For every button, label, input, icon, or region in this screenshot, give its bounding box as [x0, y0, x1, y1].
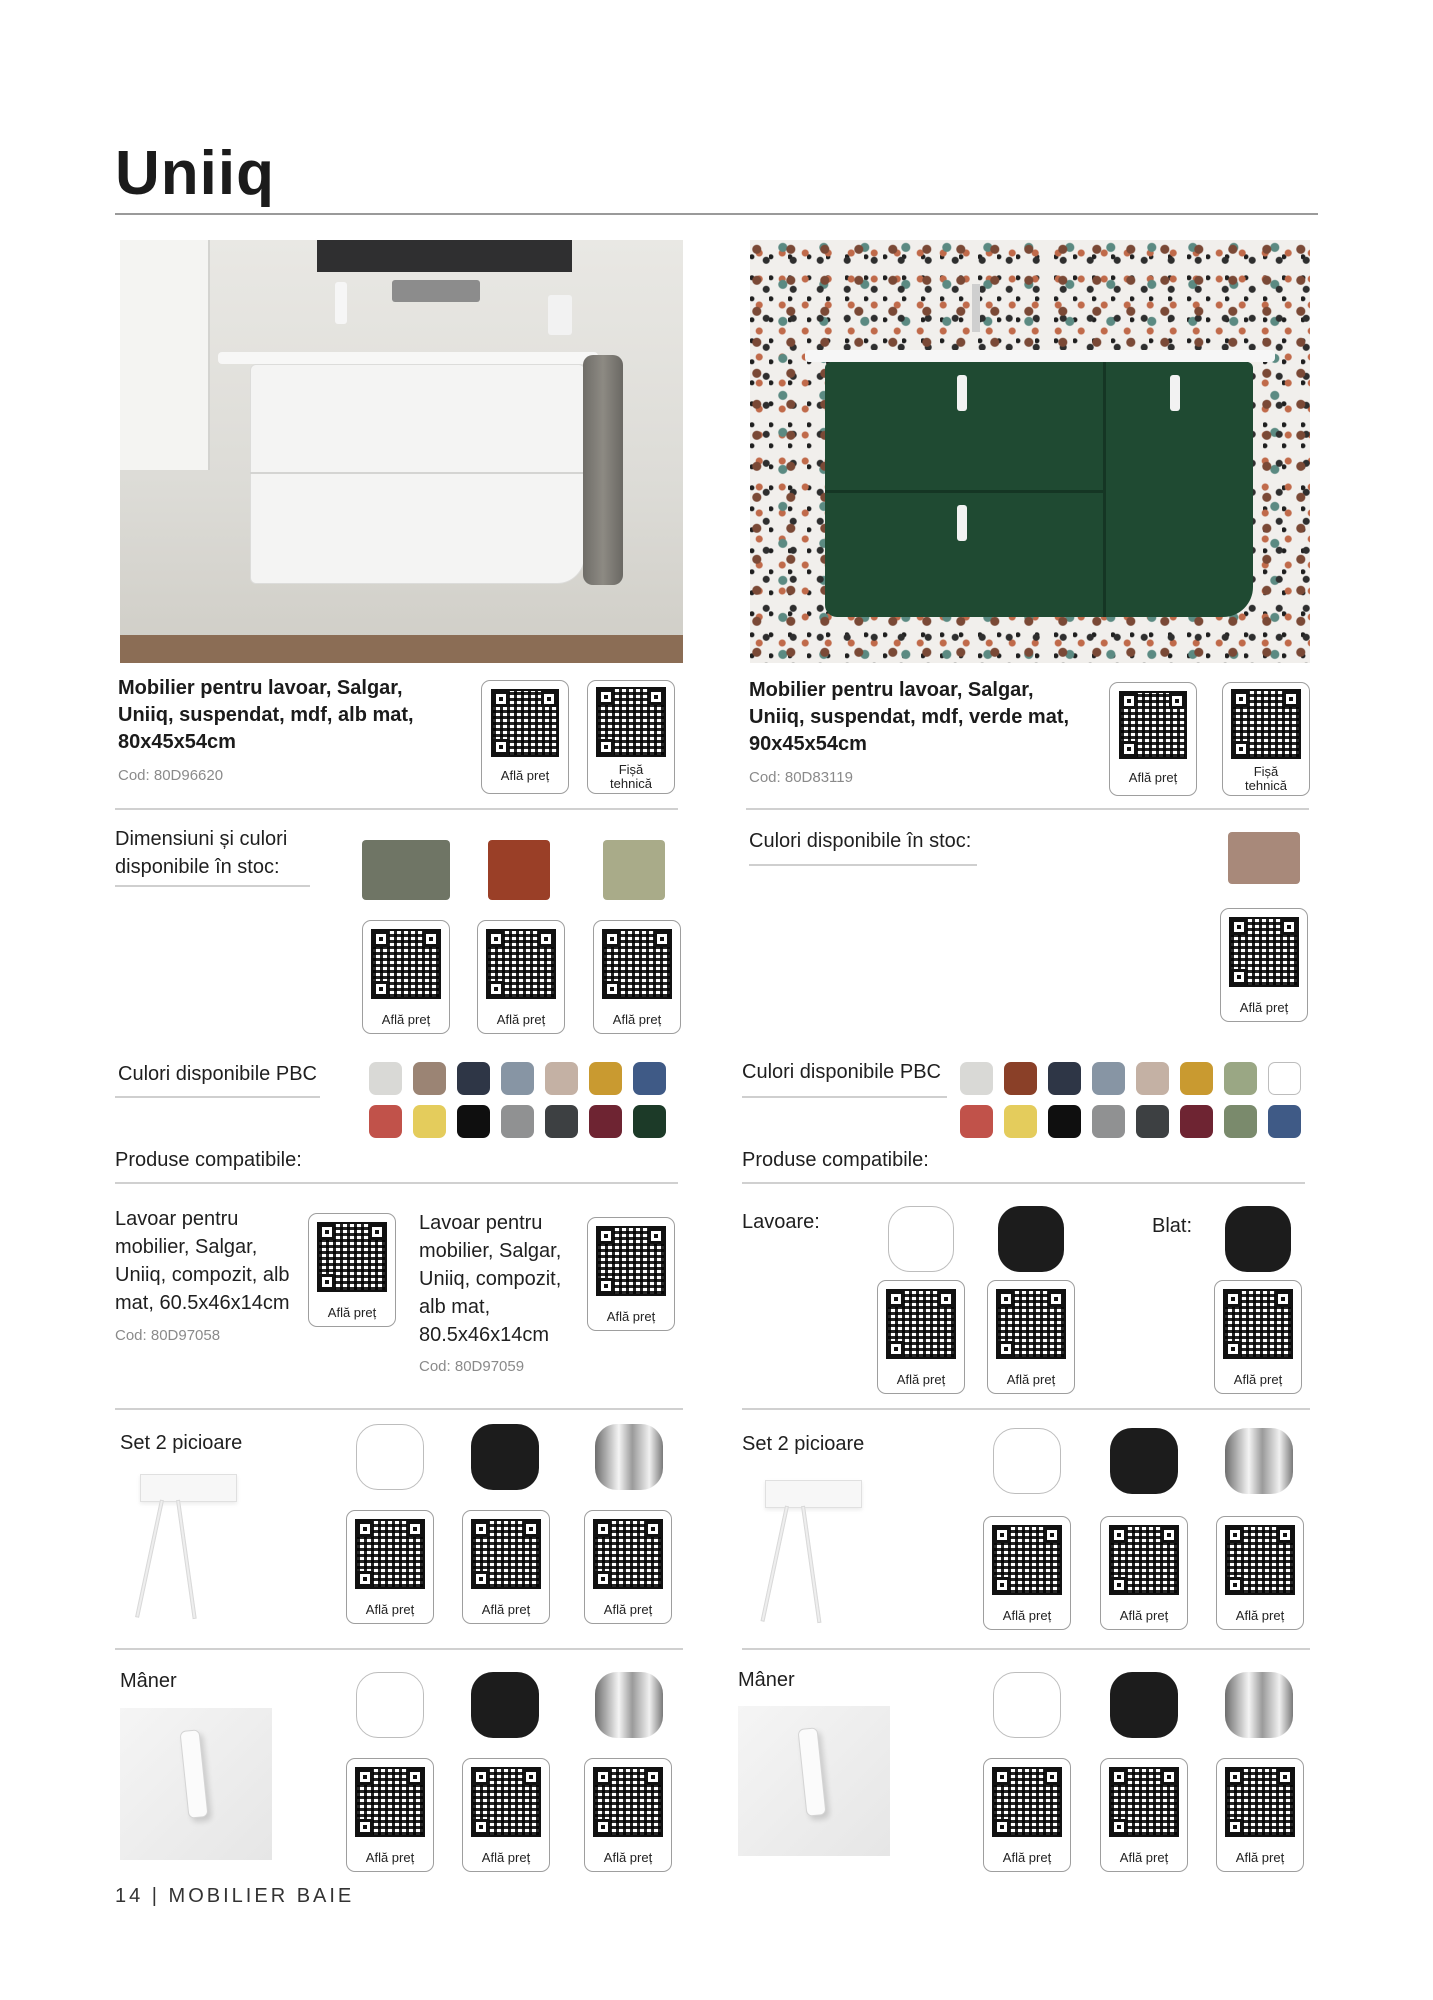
handle-illustration — [120, 1708, 272, 1860]
qr-code — [1231, 689, 1301, 759]
color-swatch — [545, 1105, 578, 1138]
qr-code — [596, 1226, 666, 1296]
product-photo-green-vanity — [750, 240, 1310, 663]
pbc-label: Culori disponibile PBC — [742, 1061, 941, 1083]
color-swatch — [545, 1062, 578, 1095]
qr-code — [371, 929, 441, 999]
color-swatch — [1136, 1105, 1169, 1138]
color-swatch — [1224, 1105, 1257, 1138]
qr-code — [1223, 1289, 1293, 1359]
qr-card-price[interactable]: Află preț — [1214, 1280, 1302, 1394]
qr-card-price[interactable]: Află preț — [877, 1280, 965, 1394]
qr-card-price[interactable]: Află preț — [1109, 682, 1197, 796]
color-swatch — [501, 1105, 534, 1138]
finish-white-swatch — [993, 1428, 1061, 1494]
qr-card-price[interactable]: Află preț — [1216, 1758, 1304, 1872]
qr-code — [491, 689, 559, 757]
divider — [115, 885, 310, 887]
top-label: Blat: — [1152, 1215, 1193, 1237]
color-swatch — [1268, 1062, 1301, 1095]
right-product-name: Mobilier pentru lavoar, Salgar, Uniiq, suspendat, mdf, verde mat, 90x45x54cm — [749, 679, 1070, 755]
qr-card-price[interactable]: Află preț — [346, 1758, 434, 1872]
finish-black-swatch — [471, 1672, 539, 1738]
divider — [115, 1408, 683, 1410]
divider — [115, 1096, 320, 1098]
qr-code — [471, 1519, 541, 1589]
color-swatch — [1004, 1062, 1037, 1095]
stock-label: Culori disponibile în stoc: — [749, 830, 972, 852]
compatible-item-code: Cod: 80D97059 — [419, 1358, 525, 1375]
qr-code — [1109, 1767, 1179, 1837]
divider — [742, 1648, 1310, 1650]
qr-card-price[interactable]: Află preț — [987, 1280, 1075, 1394]
color-swatch — [369, 1062, 402, 1095]
qr-card-price[interactable]: Află preț — [1220, 908, 1308, 1022]
finish-black-swatch — [471, 1424, 539, 1490]
stock-label: Dimensiuni și culori disponibile în stoc: — [115, 828, 288, 878]
finish-chrome-swatch — [1225, 1672, 1293, 1738]
color-swatch — [369, 1105, 402, 1138]
finish-black-swatch — [1110, 1428, 1178, 1494]
pbc-label: Culori disponibile PBC — [118, 1063, 317, 1085]
page-title: Uniiq — [115, 139, 275, 208]
color-swatch — [1180, 1062, 1213, 1095]
divider — [749, 864, 977, 866]
color-swatch — [457, 1062, 490, 1095]
divider — [115, 808, 678, 810]
qr-card-price[interactable]: Află preț — [587, 1217, 675, 1331]
leg-rod — [135, 1500, 164, 1618]
handle-label: Mâner — [738, 1669, 795, 1691]
leg-illustration — [765, 1480, 862, 1508]
right-product-code: Cod: 80D83119 — [749, 769, 853, 786]
qr-card-price[interactable]: Află preț — [593, 920, 681, 1034]
qr-code — [1119, 691, 1187, 759]
color-swatch — [589, 1105, 622, 1138]
qr-card-tech-sheet[interactable]: Fișă tehnică — [587, 680, 675, 794]
qr-code — [602, 929, 672, 999]
title-rule — [115, 213, 1318, 215]
qr-card-price[interactable]: Află preț — [362, 920, 450, 1034]
qr-card-price[interactable]: Află preț — [584, 1510, 672, 1624]
qr-code — [355, 1767, 425, 1837]
divider — [115, 1648, 683, 1650]
leg-rod — [761, 1506, 789, 1622]
qr-card-tech-sheet[interactable]: Fișă tehnică — [1222, 682, 1310, 796]
divider — [742, 1096, 947, 1098]
color-swatch — [1004, 1105, 1037, 1138]
finish-chrome-swatch — [1225, 1428, 1293, 1494]
color-swatch — [1268, 1105, 1301, 1138]
divider — [115, 1182, 678, 1184]
compatible-label: Produse compatibile: — [115, 1149, 302, 1171]
finish-white-swatch — [993, 1672, 1061, 1738]
sink-black-swatch — [998, 1206, 1064, 1272]
finish-chrome-swatch — [595, 1672, 663, 1738]
qr-card-price[interactable]: Află preț — [462, 1758, 550, 1872]
qr-code — [471, 1767, 541, 1837]
compatible-item-code: Cod: 80D97058 — [115, 1327, 221, 1344]
compatible-label: Produse compatibile: — [742, 1149, 929, 1171]
stock-variant-thumb — [488, 840, 550, 900]
qr-code — [1225, 1767, 1295, 1837]
qr-code — [996, 1289, 1066, 1359]
leg-rod — [801, 1506, 821, 1623]
pbc-swatch-grid — [960, 1062, 1310, 1142]
legs-label: Set 2 picioare — [742, 1433, 865, 1455]
color-swatch — [501, 1062, 534, 1095]
qr-card-price[interactable]: Află preț — [983, 1516, 1071, 1630]
color-swatch — [633, 1062, 666, 1095]
stock-variant-thumb — [362, 840, 450, 900]
qr-card-price[interactable]: Află preț — [462, 1510, 550, 1624]
qr-code — [596, 687, 666, 757]
qr-code — [886, 1289, 956, 1359]
color-swatch — [1092, 1062, 1125, 1095]
qr-card-price[interactable]: Află preț — [1100, 1516, 1188, 1630]
qr-code — [317, 1222, 387, 1292]
leg-illustration — [140, 1474, 237, 1502]
qr-card-price[interactable]: Află preț — [308, 1213, 396, 1327]
pbc-swatch-grid — [369, 1062, 669, 1142]
divider — [742, 1408, 1310, 1410]
qr-code — [1225, 1525, 1295, 1595]
qr-code — [486, 929, 556, 999]
finish-white-swatch — [356, 1672, 424, 1738]
color-swatch — [1180, 1105, 1213, 1138]
handle-label: Mâner — [120, 1670, 177, 1692]
product-photo-white-vanity — [120, 240, 683, 663]
sinks-label: Lavoare: — [742, 1211, 820, 1233]
qr-card-price[interactable]: Află preț — [983, 1758, 1071, 1872]
qr-code — [593, 1519, 663, 1589]
left-product-code: Cod: 80D96620 — [118, 767, 224, 784]
leg-rod — [176, 1500, 197, 1619]
color-swatch — [960, 1062, 993, 1095]
finish-white-swatch — [356, 1424, 424, 1490]
color-swatch — [960, 1105, 993, 1138]
stock-variant-thumb — [603, 840, 665, 900]
compatible-item-name: Lavoar pentru mobilier, Salgar, Uniiq, compozit, alb mat, 80.5x46x14cm — [419, 1212, 562, 1346]
color-swatch — [413, 1062, 446, 1095]
page-footer: 14 | MOBILIER BAIE — [115, 1885, 355, 1907]
qr-card-price[interactable]: Află preț — [481, 680, 569, 794]
left-product-name: Mobilier pentru lavoar, Salgar, Uniiq, suspendat, mdf, alb mat, 80x45x54cm — [118, 677, 414, 753]
color-swatch — [413, 1105, 446, 1138]
compatible-item-name: Lavoar pentru mobilier, Salgar, Uniiq, compozit, alb mat, 60.5x46x14cm — [115, 1208, 290, 1314]
finish-chrome-swatch — [595, 1424, 663, 1490]
color-swatch — [457, 1105, 490, 1138]
color-swatch — [1048, 1105, 1081, 1138]
qr-code — [355, 1519, 425, 1589]
qr-card-price[interactable]: Află preț — [1100, 1758, 1188, 1872]
color-swatch — [1224, 1062, 1257, 1095]
qr-card-price[interactable]: Află preț — [584, 1758, 672, 1872]
qr-card-price[interactable]: Află preț — [346, 1510, 434, 1624]
color-swatch — [1136, 1062, 1169, 1095]
color-swatch — [1048, 1062, 1081, 1095]
qr-code — [992, 1525, 1062, 1595]
qr-code — [1109, 1525, 1179, 1595]
color-swatch — [633, 1105, 666, 1138]
stock-variant-thumb — [1228, 832, 1300, 884]
qr-card-price[interactable]: Află preț — [1216, 1516, 1304, 1630]
divider — [746, 808, 1309, 810]
legs-label: Set 2 picioare — [120, 1432, 243, 1454]
qr-code — [992, 1767, 1062, 1837]
divider — [742, 1182, 1305, 1184]
color-swatch — [1092, 1105, 1125, 1138]
qr-code — [1229, 917, 1299, 987]
top-black-swatch — [1225, 1206, 1291, 1272]
handle-illustration — [738, 1706, 890, 1856]
color-swatch — [589, 1062, 622, 1095]
sink-white-swatch — [888, 1206, 954, 1272]
qr-card-price[interactable]: Află preț — [477, 920, 565, 1034]
qr-code — [593, 1767, 663, 1837]
finish-black-swatch — [1110, 1672, 1178, 1738]
